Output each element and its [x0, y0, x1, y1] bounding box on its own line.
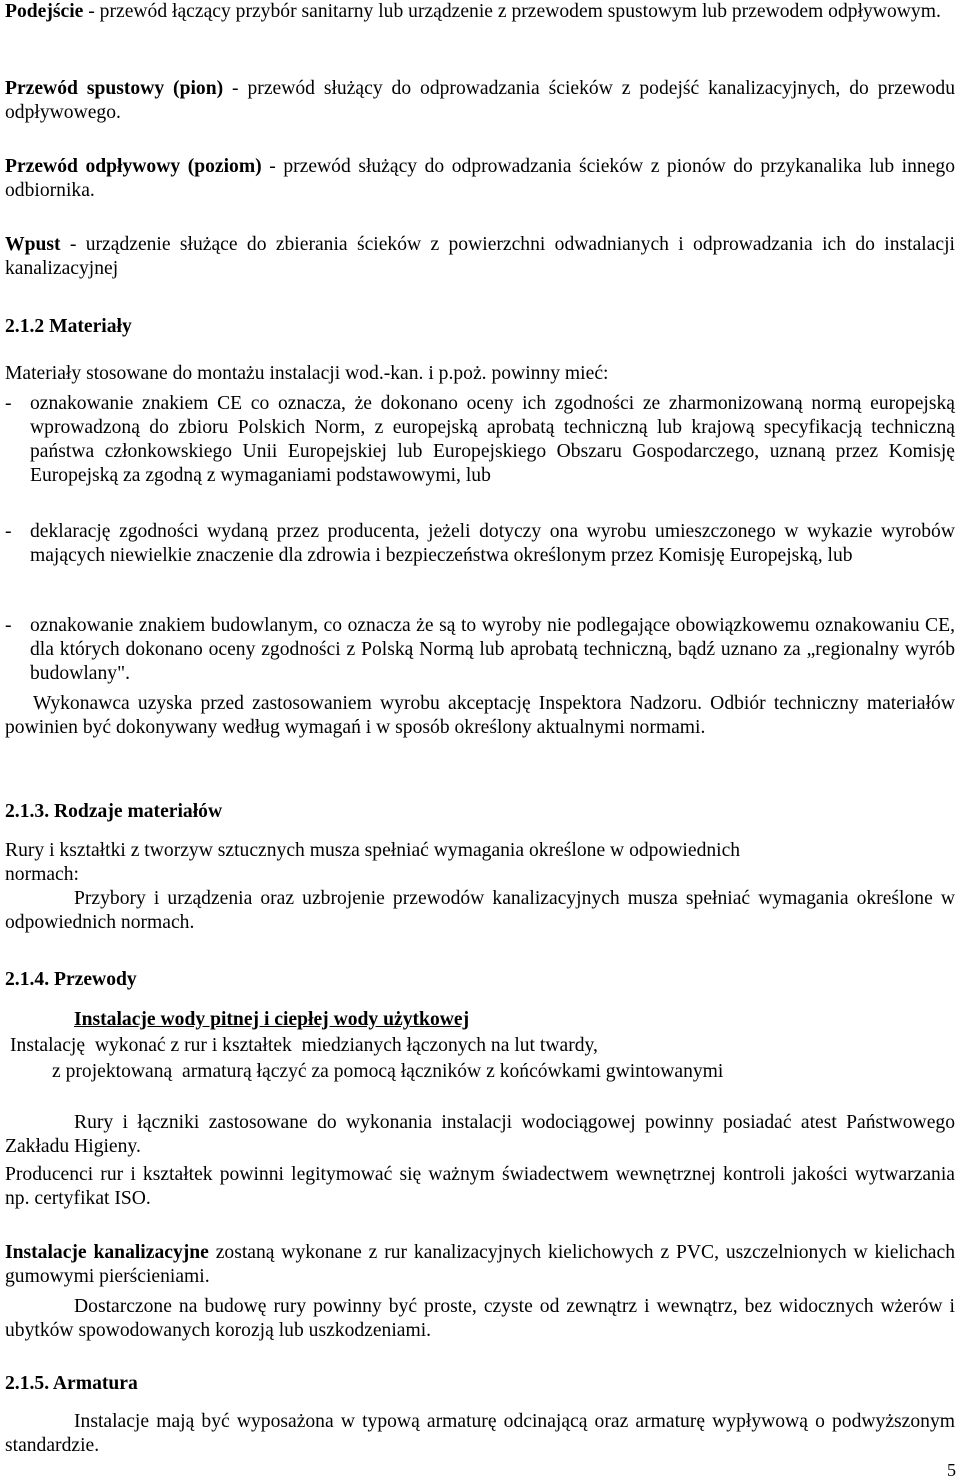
paragraph-przybory: Przybory i urządzenia oraz uzbrojenie przewodów kanalizacyjnych musza spełniać wymagania określone w odpowiednich normach.: [5, 888, 955, 933]
paragraph-rury-ksztaltki: Rury i kształtki z tworzyw sztucznych musza spełniać wymagania określone w odpowiednich normach:: [5, 840, 741, 885]
definition-term: Podejście: [5, 1, 84, 22]
definition-term: Przewód odpływowy (poziom): [5, 156, 262, 177]
definition-text: - urządzenie służące do zbierania ścieków z powierzchni odwadnianych i odprowadzania ich do instalacji kanalizacyjnej: [5, 234, 955, 279]
paragraph-instalacje-wykonac: Instalację wykonać z rur i kształtek miedzianych łączonych na lut twardy,: [10, 1035, 598, 1056]
list-dash: -: [5, 393, 12, 414]
definition-spustowy: [5, 77, 955, 125]
paragraph-wykonawca: Wykonawca uzyska przed zastosowaniem wyrobu akceptację Inspektora Nadzoru. Odbiór techniczny materiałów powinien być dokonywany według wymagań i w sposób określony aktualnymi normami.: [5, 693, 955, 738]
paragraph-armatura: Instalacje mają być wyposażona w typową armaturę odcinającą oraz armaturę wypływową o podwyższonym standardzie.: [5, 1411, 955, 1456]
definition-odplywowy: [5, 155, 955, 203]
list-item-text: oznakowanie znakiem CE co oznacza, że dokonano oceny ich zgodności ze zharmonizowaną normą europejską wprowadzoną do zbioru Polskich Norm, z europejską aprobatą techniczną lub krajową specyfikacją techniczną państwa członkowskiego Unii Europejskiej lub Europejskiego Obszaru Gospodarczego, uznaną przez Komisję Europejską za zgodną z wymaganiami podstawowymi, lub: [30, 393, 955, 486]
paragraph-projektowana-armatura: z projektowaną armaturą łączyć za pomocą łączników z końcówkami gwintowanymi: [52, 1061, 724, 1082]
definition-text: - przewód służący do odprowadzania ścieków z podejść kanalizacyjnych, do przewodu odpływowego.: [5, 78, 955, 123]
page-number: 5: [947, 1460, 956, 1480]
definition-term: Wpust: [5, 234, 61, 255]
section-heading-armatura: 2.1.5. Armatura: [5, 1373, 138, 1394]
list-item-text: oznakowanie znakiem budowlanym, co oznacza że są to wyroby nie podlegające obowiązkowemu oznakowaniu CE, dla których dokonano oceny zgodności z Polską Normą lub aprobatą techniczną, bądź uznano za „regionalny wyrób budowlany".: [30, 615, 955, 684]
materialy-intro: Materiały stosowane do montażu instalacji wod.-kan. i p.poż. powinny mieć:: [5, 363, 609, 384]
section-heading-przewody: 2.1.4. Przewody: [5, 969, 137, 990]
paragraph-dostarczone: Dostarczone na budowę rury powinny być proste, czyste od zewnątrz i wewnątrz, bez widocznych wżerów i ubytków spowodowanych korozją lub uszkodzeniami.: [5, 1296, 955, 1341]
list-dash: -: [5, 615, 12, 636]
list-item: [5, 520, 955, 568]
definition-wpust: [5, 233, 955, 281]
list-item: [5, 614, 955, 686]
paragraph-text: zostaną wykonane z rur kanalizacyjnych kielichowych z PVC, uszczelnionych w kielichach gumowymi pierścieniami.: [5, 1242, 955, 1287]
list-item: [5, 392, 955, 488]
definition-podejscie: [5, 0, 941, 24]
section-heading-rodzaje-materialow: 2.1.3. Rodzaje materiałów: [5, 801, 223, 822]
paragraph-instalacje-kanalizacyjne: [5, 1241, 955, 1289]
section-heading-materialy: 2.1.2 Materiały: [5, 316, 132, 337]
paragraph-producenci: Producenci rur i kształtek powinni legitymować się ważnym świadectwem wewnętrznej kontroli jakości wytwarzania np. certyfikat ISO.: [5, 1164, 955, 1209]
list-dash: -: [5, 521, 12, 542]
definition-text: - przewód służący do odprowadzania ścieków z pionów do przykanalika lub innego odbiornika.: [5, 156, 956, 201]
paragraph-term: Instalacje kanalizacyjne: [5, 1242, 209, 1263]
definition-text: - przewód łączący przybór sanitarny lub urządzenie z przewodem spustowym lub przewodem odpływowym.: [83, 1, 941, 22]
subheading-instalacje-wody: Instalacje wody pitnej i ciepłej wody użytkowej: [74, 1009, 470, 1030]
paragraph-rury-laczniki: Rury i łączniki zastosowane do wykonania instalacji wodociągowej powinny posiadać atest Państwowego Zakładu Higieny.: [5, 1112, 955, 1157]
definition-term: Przewód spustowy (pion): [5, 78, 224, 99]
list-item-text: deklarację zgodności wydaną przez producenta, jeżeli dotyczy ona wyrobu umieszczonego w wykazie wyrobów mających niewielkie znaczenie dla zdrowia i bezpieczeństwa określonym przez Komisję Europejską, lub: [30, 521, 955, 566]
